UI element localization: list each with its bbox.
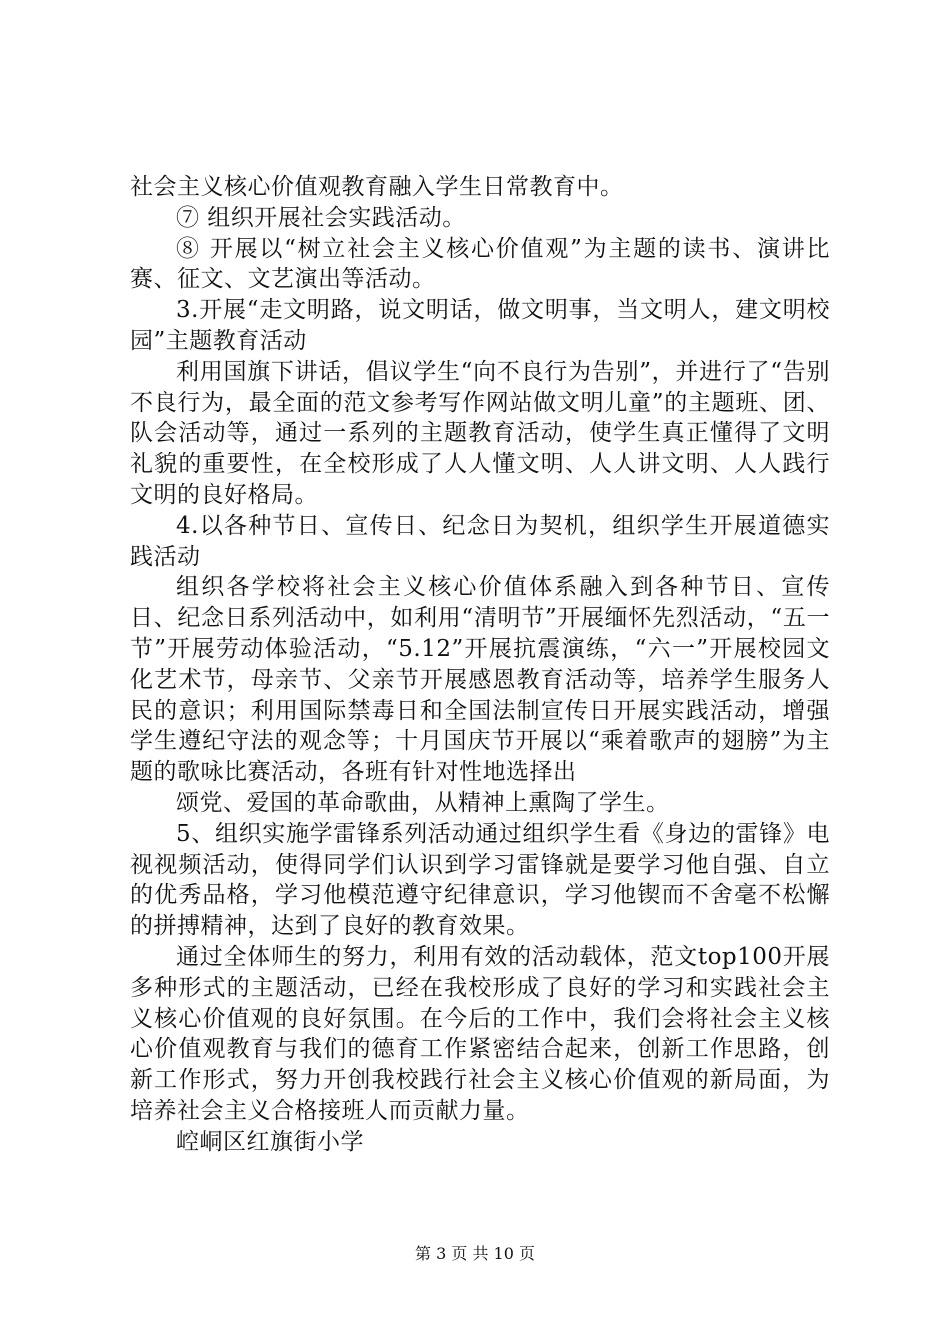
page-footer: 第 3 页 共 10 页: [415, 1244, 535, 1263]
paragraph-9: 5、组织实施学雷锋系列活动通过组织学生看《身边的雷锋》电视视频活动，使得同学们认识到学习雷锋就是要学习他自强、自立的优秀品格，学习他模范遵守纪律意识，学习他锲而不舍毫不松懈的拼搏精神，达到了良好的教育效果。: [130, 820, 830, 940]
paragraph-10: 通过全体师生的努力，利用有效的活动载体，范文top100开展多种形式的主题活动，已经在我校形成了良好的学习和实践社会主义核心价值观的良好氛围。在今后的工作中，我们会将社会主义核心价值观教育与我们的德育工作紧密结合起来，创新工作思路，创新工作形式，努力开创我校践行社会主义核心价值观的新局面，为培养社会主义合格接班人而贡献力量。: [130, 943, 830, 1124]
signature-school-name: 崆峒区红旗街小学: [176, 1128, 364, 1155]
paragraph-5: 利用国旗下讲话，倡议学生“向不良行为告别”，并进行了“告别不良行为，最全面的范文参考写作网站做文明儿童”的主题班、团、队会活动等，通过一系列的主题教育活动，使学生真正懂得了文明礼貌的重要性，在全校形成了人人懂文明、人人讲文明、人人践行文明的良好格局。: [130, 358, 830, 508]
section-heading-3: 3.开展“走文明路，说文明话，做文明事，当文明人，建文明校园”主题教育活动: [130, 297, 830, 354]
paragraph-1: 社会主义核心价值观教育融入学生日常教育中。: [130, 174, 624, 200]
section-heading-4: 4.以各种节日、宣传日、纪念日为契机，组织学生开展道德实践活动: [130, 512, 830, 570]
paragraph-8: 颂党、爱国的革命歌曲，从精神上熏陶了学生。: [176, 789, 670, 816]
paragraph-2: ⑦ 组织开展社会实践活动。: [176, 204, 466, 231]
paragraph-7: 组织各学校将社会主义核心价值体系融入到各种节日、宣传日、纪念日系列活动中，如利用“清明节”开展缅怀先烈活动，“五一节”开展劳动体验活动，“5.12”开展抗震演练，“六一”开展校园文化艺术节，母亲节、父亲节开展感恩教育活动等，培养学生服务人民的意识；利用国际禁毒日和全国法制宣传日开展实践活动，增强学生遵纪守法的观念等；十月国庆节开展以“乘着歌声的翅膀”为主题的歌咏比赛活动，各班有针对性地选择出: [130, 574, 830, 786]
document-body: [130, 172, 830, 1158]
paragraph-3: ⑧ 开展以“树立社会主义核心价值观”为主题的读书、演讲比赛、征文、文艺演出等活动。: [130, 235, 830, 293]
